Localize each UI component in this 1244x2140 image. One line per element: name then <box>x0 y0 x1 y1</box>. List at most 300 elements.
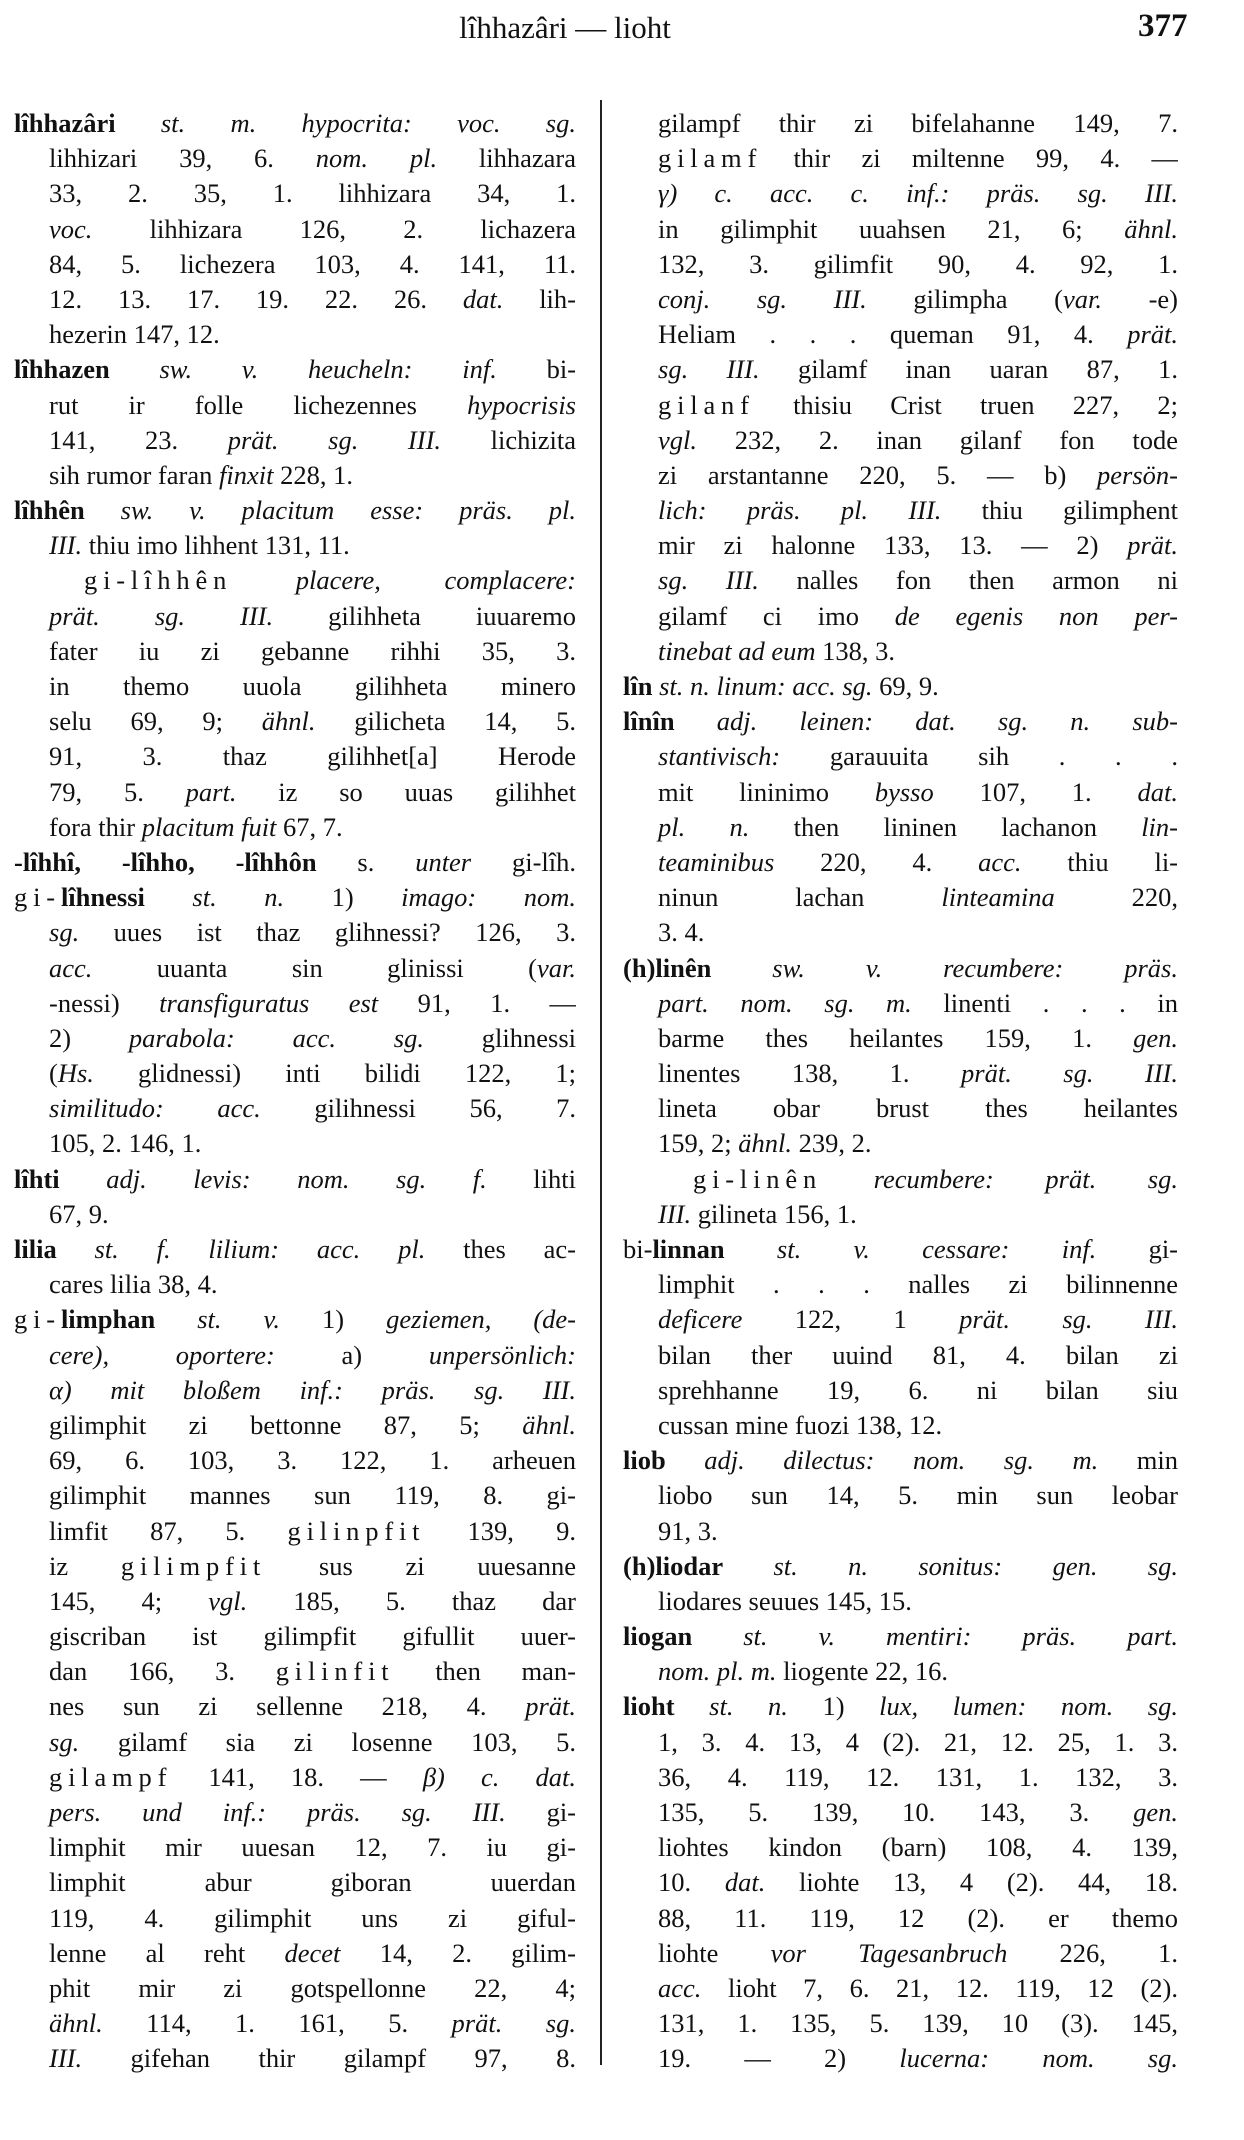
entry-line <box>14 282 576 317</box>
entry-line <box>14 176 576 211</box>
text: bilan ther uuind 81, 4. bilan zi <box>658 1339 1178 1370</box>
text: gilamf sia zi losenne 103, 5. <box>79 1726 576 1757</box>
italic-text: dat. <box>462 283 504 314</box>
entry-headword-line <box>623 1549 1178 1584</box>
italic-text: prät. sg. <box>451 2008 576 2039</box>
text: then man- <box>394 1656 576 1687</box>
entry-line <box>14 458 576 493</box>
text: thisiu Crist truen 227, 2; <box>754 389 1178 420</box>
italic-text: nom. pl. m. <box>658 1656 777 1687</box>
text: gilamf inan uaran 87, 1. <box>759 354 1178 385</box>
italic-text: st. v. mentiri: präs. part. <box>692 1621 1178 1652</box>
spaced-text: gi- <box>14 882 61 913</box>
entry-line <box>623 458 1178 493</box>
italic-text: tinebat ad eum <box>658 635 816 666</box>
entry-line <box>14 634 576 669</box>
entry-headword-line <box>14 106 576 141</box>
entry-headword-line <box>14 1232 576 1267</box>
headword: linnan <box>652 1234 725 1264</box>
text: nes sun zi sellenne 218, 4. <box>49 1691 526 1722</box>
text: thiu li- <box>1021 846 1178 877</box>
entry-headword-line <box>14 1162 576 1197</box>
headword: lîhti <box>14 1163 60 1194</box>
text: 228, 1. <box>273 459 353 490</box>
entry-line <box>623 1760 1178 1795</box>
text: hezerin 147, 12. <box>49 319 220 350</box>
italic-text: st. v. <box>155 1304 280 1335</box>
text: gi- <box>1096 1234 1178 1264</box>
entry-line <box>14 1654 576 1689</box>
text: lioht 7, 6. 21, 12. 119, 12 (2). <box>701 1972 1178 2003</box>
entry-line <box>14 247 576 282</box>
text: linentes 138, 1. <box>658 1058 962 1089</box>
text: lihti <box>486 1163 576 1194</box>
text: 33, 2. 35, 1. lihhizara 34, 1. <box>49 178 576 209</box>
text: 91, 1. — <box>378 987 576 1018</box>
text: giscriban ist gilimpfit gifullit uuer- <box>49 1621 576 1652</box>
entry-line <box>623 528 1178 563</box>
italic-text: imago: nom. <box>401 882 576 913</box>
italic-text: nom. pl. <box>315 143 438 174</box>
italic-text: persön- <box>1097 459 1178 490</box>
entry-headword-line <box>14 1302 576 1337</box>
italic-text: placere, complacere: <box>232 565 576 596</box>
text: rut ir folle lichezennes <box>49 389 468 420</box>
entry-line <box>14 1373 576 1408</box>
text: 91, 3. thaz gilihhet[a] Herode <box>49 741 576 772</box>
italic-text: III. <box>49 530 83 561</box>
entry-line <box>14 1549 576 1584</box>
italic-text: ähnl. <box>1124 213 1178 244</box>
italic-text: decet <box>284 1937 341 1968</box>
text: s. <box>316 846 416 877</box>
text: uuanta sin glinissi ( <box>92 952 537 983</box>
headword: (h)liodar <box>623 1550 724 1581</box>
italic-text: vor Tagesanbruch <box>770 1937 1008 1968</box>
entry-line <box>623 1021 1178 1056</box>
entry-line <box>14 1830 576 1865</box>
italic-text: unter <box>415 846 472 877</box>
text: Heliam . . . queman 91, 4. <box>658 319 1128 350</box>
italic-text: de egenis non per- <box>894 600 1178 631</box>
italic-text: finxit <box>219 459 274 490</box>
entry-line <box>14 1267 576 1302</box>
text: 67, 7. <box>276 811 343 842</box>
text: gilihheta iuuaremo <box>273 600 576 631</box>
text: liohtes kindon (barn) 108, 4. 139, <box>658 1832 1178 1863</box>
entry-line <box>623 1478 1178 1513</box>
italic-text: vgl. <box>658 424 697 455</box>
entry-headword-line <box>14 845 576 880</box>
entry-line <box>14 1197 576 1232</box>
italic-text: deficere <box>658 1304 743 1335</box>
italic-text: lich: präs. pl. III. <box>658 495 942 526</box>
entry-line <box>623 986 1178 1021</box>
italic-text: similitudo: acc. <box>49 1093 261 1124</box>
headword: limphan <box>60 1304 156 1335</box>
headword: liob <box>623 1445 666 1476</box>
entry-line <box>623 1514 1178 1549</box>
text: limphit abur giboran uuerdan <box>49 1867 576 1898</box>
text: 84, 5. lichezera 103, 4. 141, 11. <box>49 248 576 279</box>
headword: lîhhên <box>14 495 85 526</box>
text: 145, 4; <box>49 1585 209 1616</box>
entry-line <box>623 1725 1178 1760</box>
entry-line <box>623 176 1178 211</box>
entry-line <box>623 1584 1178 1619</box>
entry-line <box>623 1936 1178 1971</box>
text: barme thes heilantes 159, 1. <box>658 1022 1134 1053</box>
italic-text: acc. <box>658 1972 702 2003</box>
italic-text: placitum fuit <box>141 811 277 842</box>
text: thiu imo lihhent 131, 11. <box>82 530 350 561</box>
text: lihhizari 39, 6. <box>49 143 316 174</box>
headword: lîhhazen <box>14 354 110 385</box>
text: 119, 4. gilimphit uns zi giful- <box>49 1902 576 1933</box>
text: 226, 1. <box>1007 1937 1178 1968</box>
text: 1) <box>284 882 402 913</box>
entry-line <box>623 810 1178 845</box>
italic-text: part. <box>185 776 237 807</box>
italic-text: lin- <box>1141 811 1178 842</box>
entry-line <box>14 599 576 634</box>
italic-text: acc. <box>978 846 1022 877</box>
text: 69, 6. 103, 3. 122, 1. arheuen <box>49 1445 576 1476</box>
entry-line <box>14 1725 576 1760</box>
text: cares lilia 38, 4. <box>49 1269 218 1300</box>
entry-line <box>14 423 576 458</box>
entry-line <box>623 563 1178 598</box>
entry-line <box>623 1408 1178 1443</box>
text: 3. 4. <box>658 917 705 948</box>
text: min <box>1098 1445 1178 1476</box>
entry-headword-line <box>14 493 576 528</box>
entry-headword-line <box>623 951 1178 986</box>
entry-line <box>623 634 1178 669</box>
column-divider <box>600 100 602 2065</box>
text: 2) <box>49 1022 129 1053</box>
text: sus zi uuesanne <box>266 1550 576 1581</box>
text: limfit 87, 5. <box>49 1515 288 1546</box>
italic-text: sw. v. heucheln: inf. <box>109 354 497 385</box>
entry-line <box>623 1267 1178 1302</box>
italic-text: linteamina <box>941 882 1055 913</box>
text: 159, 2; <box>658 1128 739 1159</box>
entry-headword-line <box>623 1162 1178 1197</box>
italic-text: acc. <box>49 952 93 983</box>
italic-text: ähnl. <box>49 2008 103 2039</box>
text: mir zi halonne 133, 13. — 2) <box>658 530 1128 561</box>
italic-text: adj. leinen: dat. sg. n. sub- <box>674 706 1178 737</box>
text: lichizita <box>441 424 576 455</box>
text: nalles fon then armon ni <box>758 565 1178 596</box>
entry-headword-line <box>623 1689 1178 1724</box>
text: fater iu zi gebanne rihhi 35, 3. <box>49 635 576 666</box>
headword: lînîn <box>623 706 675 737</box>
entry-line <box>623 599 1178 634</box>
entry-line <box>14 775 576 810</box>
text: 91, 3. <box>658 1515 718 1546</box>
entry-line <box>14 1338 576 1373</box>
text: bi- <box>496 354 576 385</box>
text: 185, 5. thaz dar <box>247 1585 576 1616</box>
italic-text: voc. <box>49 213 93 244</box>
text: mit lininimo <box>658 776 875 807</box>
italic-text: prät. <box>1127 319 1178 350</box>
text: glidnessi) inti bilidi 122, 1; <box>93 1058 576 1089</box>
entry-line <box>623 775 1178 810</box>
entry-line <box>14 1408 576 1443</box>
text: uues ist thaz glihnessi? 126, 3. <box>79 917 576 948</box>
text: in themo uuola gilihheta minero <box>49 671 576 701</box>
entry-line <box>14 1056 576 1091</box>
italic-text: st. v. cessare: inf. <box>724 1234 1097 1264</box>
entry-line <box>623 845 1178 880</box>
text: 107, 1. <box>933 776 1138 807</box>
italic-text: sw. v. placitum esse: präs. pl. <box>84 495 576 526</box>
entry-line <box>623 141 1178 176</box>
italic-text: β) c. dat. <box>422 1761 576 1792</box>
italic-text: st. n. <box>674 1691 788 1722</box>
italic-text: transfiguratus est <box>159 987 379 1018</box>
text: thir zi miltenne 99, 4. — <box>762 143 1178 174</box>
entry-headword-line <box>14 352 576 387</box>
text: ninun lachan <box>658 882 942 913</box>
headword: -lîhhî, -lîhho, -lîhhôn <box>14 846 317 877</box>
running-head: lîhhazâri — lioht <box>459 10 671 45</box>
text: thiu gilimphent <box>941 495 1178 526</box>
text: 1) <box>787 1691 880 1722</box>
italic-text: conj. sg. III. <box>658 283 867 314</box>
entry-line <box>623 388 1178 423</box>
text: 141, 23. <box>49 424 228 455</box>
text: 135, 5. 139, 10. 143, 3. <box>658 1797 1134 1827</box>
headword: lîn <box>623 671 653 701</box>
entry-headword-line <box>14 563 576 598</box>
entry-line <box>623 212 1178 247</box>
text: liobo sun 14, 5. min sun leobar <box>658 1480 1178 1511</box>
text: 220, <box>1054 882 1178 913</box>
headword: lioht <box>623 1691 675 1722</box>
entry-line <box>623 352 1178 387</box>
text: 131, 1. 135, 5. 139, 10 (3). 145, <box>658 2008 1178 2039</box>
italic-text: cere), oportere: <box>49 1339 275 1370</box>
text: 69, 9. <box>872 671 939 701</box>
italic-text: sg. <box>49 917 80 948</box>
text: lih- <box>503 283 576 314</box>
text: gilihnessi 56, 7. <box>260 1093 576 1124</box>
entry-line <box>14 1619 576 1654</box>
entry-line <box>14 915 576 950</box>
entry-line <box>14 739 576 774</box>
text: thes ac- <box>425 1234 576 1264</box>
entry-line <box>14 1514 576 1549</box>
headword: (h)linên <box>623 952 712 983</box>
entry-line <box>623 317 1178 352</box>
text: 132, 3. gilimfit 90, 4. 92, 1. <box>658 248 1178 279</box>
text: limphit . . . nalles zi bilinnenne <box>658 1269 1178 1300</box>
spaced-text: gi-linên <box>693 1163 823 1194</box>
text: lenne al reht <box>49 1937 285 1968</box>
text: iz <box>49 1550 121 1581</box>
text: 141, 18. — <box>172 1761 423 1792</box>
text: sprehhanne 19, 6. ni bilan siu <box>658 1374 1178 1405</box>
entry-line <box>14 1091 576 1126</box>
text: 10. <box>658 1867 725 1898</box>
entry-line <box>623 915 1178 950</box>
italic-text: ähnl. <box>261 706 316 737</box>
entry-line <box>14 951 576 986</box>
italic-text: dat. <box>1137 776 1178 807</box>
text: glihnessi <box>424 1022 576 1053</box>
headword: lîhhazâri <box>14 108 116 138</box>
entry-line <box>623 880 1178 915</box>
text: 122, 1 <box>742 1304 960 1335</box>
text: gilamf ci imo <box>658 600 895 631</box>
italic-text: Hs. <box>57 1058 94 1089</box>
page-number: 377 <box>1138 8 1188 44</box>
text: lihhazara <box>437 143 576 174</box>
text: gifehan thir gilampf 97, 8. <box>82 2043 576 2074</box>
italic-text: parabola: acc. sg. <box>128 1022 424 1053</box>
text: phit mir zi gotspellonne 22, 4; <box>49 1972 576 2003</box>
italic-text: lucerna: nom. sg. <box>899 2043 1178 2074</box>
text: 79, 5. <box>49 776 186 807</box>
entry-line <box>623 1197 1178 1232</box>
text: liogente 22, 16. <box>776 1656 949 1687</box>
text: lihhizara 126, 2. lichazera <box>92 213 576 244</box>
entry-line <box>623 493 1178 528</box>
text: -nessi) <box>49 987 160 1018</box>
text: 239, 2. <box>792 1128 872 1159</box>
entry-line <box>623 1091 1178 1126</box>
right-column <box>623 106 1178 2077</box>
text: liodares seuues 145, 15. <box>658 1585 912 1616</box>
entry-line <box>14 2041 576 2076</box>
spaced-text: gilinpfit <box>287 1515 426 1546</box>
text: 105, 2. 146, 1. <box>49 1128 202 1159</box>
text: 138, 3. <box>815 635 895 666</box>
entry-line <box>623 1056 1178 1091</box>
italic-text: γ) c. acc. c. inf.: präs. sg. III. <box>658 178 1178 209</box>
text: 114, 1. 161, 5. <box>102 2008 452 2039</box>
text: 220, 4. <box>774 846 979 877</box>
italic-text: recumbere: prät. sg. <box>822 1163 1178 1194</box>
italic-text: adj. levis: nom. sg. f. <box>59 1163 487 1194</box>
text: 88, 11. 119, 12 (2). er themo <box>658 1902 1178 1933</box>
italic-text: prät. sg. III. <box>959 1304 1178 1335</box>
italic-text: sg. III. <box>658 565 759 596</box>
entry-headword-line <box>623 704 1178 739</box>
entry-line <box>623 282 1178 317</box>
text: -e) <box>1101 283 1178 314</box>
entry-line <box>14 1021 576 1056</box>
entry-line <box>623 1795 1178 1830</box>
spaced-text: gilimpfit <box>120 1550 267 1581</box>
italic-text: st. f. lilium: acc. pl. <box>56 1234 426 1264</box>
italic-text: pers. und inf.: präs. sg. III. <box>49 1797 506 1827</box>
entry-line <box>14 810 576 845</box>
entry-line <box>623 423 1178 458</box>
text: cussan mine fuozi 138, 12. <box>658 1409 943 1440</box>
italic-text: III. <box>658 1198 692 1229</box>
italic-text: st. m. hypocrita: voc. sg. <box>115 108 576 138</box>
entry-line <box>14 212 576 247</box>
entry-line <box>14 669 576 704</box>
spaced-text: gilanf <box>658 389 755 420</box>
entry-line <box>623 1373 1178 1408</box>
entry-line <box>14 986 576 1021</box>
italic-text: var. <box>536 952 576 983</box>
entry-headword-line <box>14 880 576 915</box>
italic-text: lux, lumen: nom. sg. <box>879 1691 1178 1722</box>
entry-line <box>14 317 576 352</box>
text: liohte 13, 4 (2). 44, 18. <box>765 1867 1178 1898</box>
entry-headword-line <box>623 1443 1178 1478</box>
entry-line <box>623 2041 1178 2076</box>
text: dan 166, 3. <box>49 1656 276 1687</box>
italic-text: prät. <box>525 1691 576 1722</box>
italic-text: st. n. sonitus: gen. sg. <box>723 1550 1178 1581</box>
entry-line <box>14 141 576 176</box>
italic-text: st. n. linum: acc. sg. <box>652 671 873 701</box>
italic-text: stantivisch: <box>658 741 781 772</box>
text: a) <box>274 1339 429 1370</box>
text: 12. 13. 17. 19. 22. 26. <box>49 283 463 314</box>
italic-text: unpersönlich: <box>428 1339 576 1370</box>
spaced-text: gilamf <box>658 143 763 174</box>
text: then lininen lachanon <box>749 811 1142 842</box>
entry-line <box>623 739 1178 774</box>
italic-text: sg. III. <box>658 354 760 385</box>
italic-text: part. nom. sg. m. <box>658 987 912 1018</box>
entry-line <box>14 2006 576 2041</box>
text: linenti . . . in <box>911 987 1178 1018</box>
text: iz so uuas gilihhet <box>236 776 576 807</box>
italic-text: hypocrisis <box>467 389 576 420</box>
text: gilimphit mannes sun 119, 8. gi- <box>49 1480 576 1511</box>
text: 67, 9. <box>49 1198 109 1229</box>
italic-text: prät. <box>1127 530 1178 561</box>
text: zi arstantanne 220, 5. — b) <box>658 459 1098 490</box>
entry-line <box>14 1795 576 1830</box>
text: 14, 2. gilim- <box>340 1937 576 1968</box>
italic-text: st. n. <box>144 882 285 913</box>
italic-text: III. <box>49 2043 83 2074</box>
entry-headword-line <box>623 669 1178 704</box>
italic-text: ähnl. <box>738 1128 792 1159</box>
entry-line <box>623 1901 1178 1936</box>
italic-text: prät. sg. III. <box>961 1058 1178 1089</box>
entry-line <box>623 2006 1178 2041</box>
entry-line <box>14 1901 576 1936</box>
spaced-text: gilinfit <box>275 1656 395 1687</box>
entry-line <box>14 1689 576 1724</box>
italic-text: dat. <box>724 1867 766 1898</box>
entry-line <box>623 247 1178 282</box>
entry-headword-line <box>623 1232 1178 1267</box>
text: gi- <box>505 1797 576 1827</box>
italic-text: var. <box>1062 283 1102 314</box>
headword: lilia <box>14 1234 57 1264</box>
entry-line <box>14 1478 576 1513</box>
italic-text: geziemen, (de- <box>386 1304 576 1335</box>
entry-line <box>623 1338 1178 1373</box>
spaced-text: gilampf <box>49 1761 173 1792</box>
text: 1) <box>279 1304 387 1335</box>
text: limphit mir uuesan 12, 7. iu gi- <box>49 1832 576 1863</box>
headword: lîhnessi <box>60 882 145 913</box>
